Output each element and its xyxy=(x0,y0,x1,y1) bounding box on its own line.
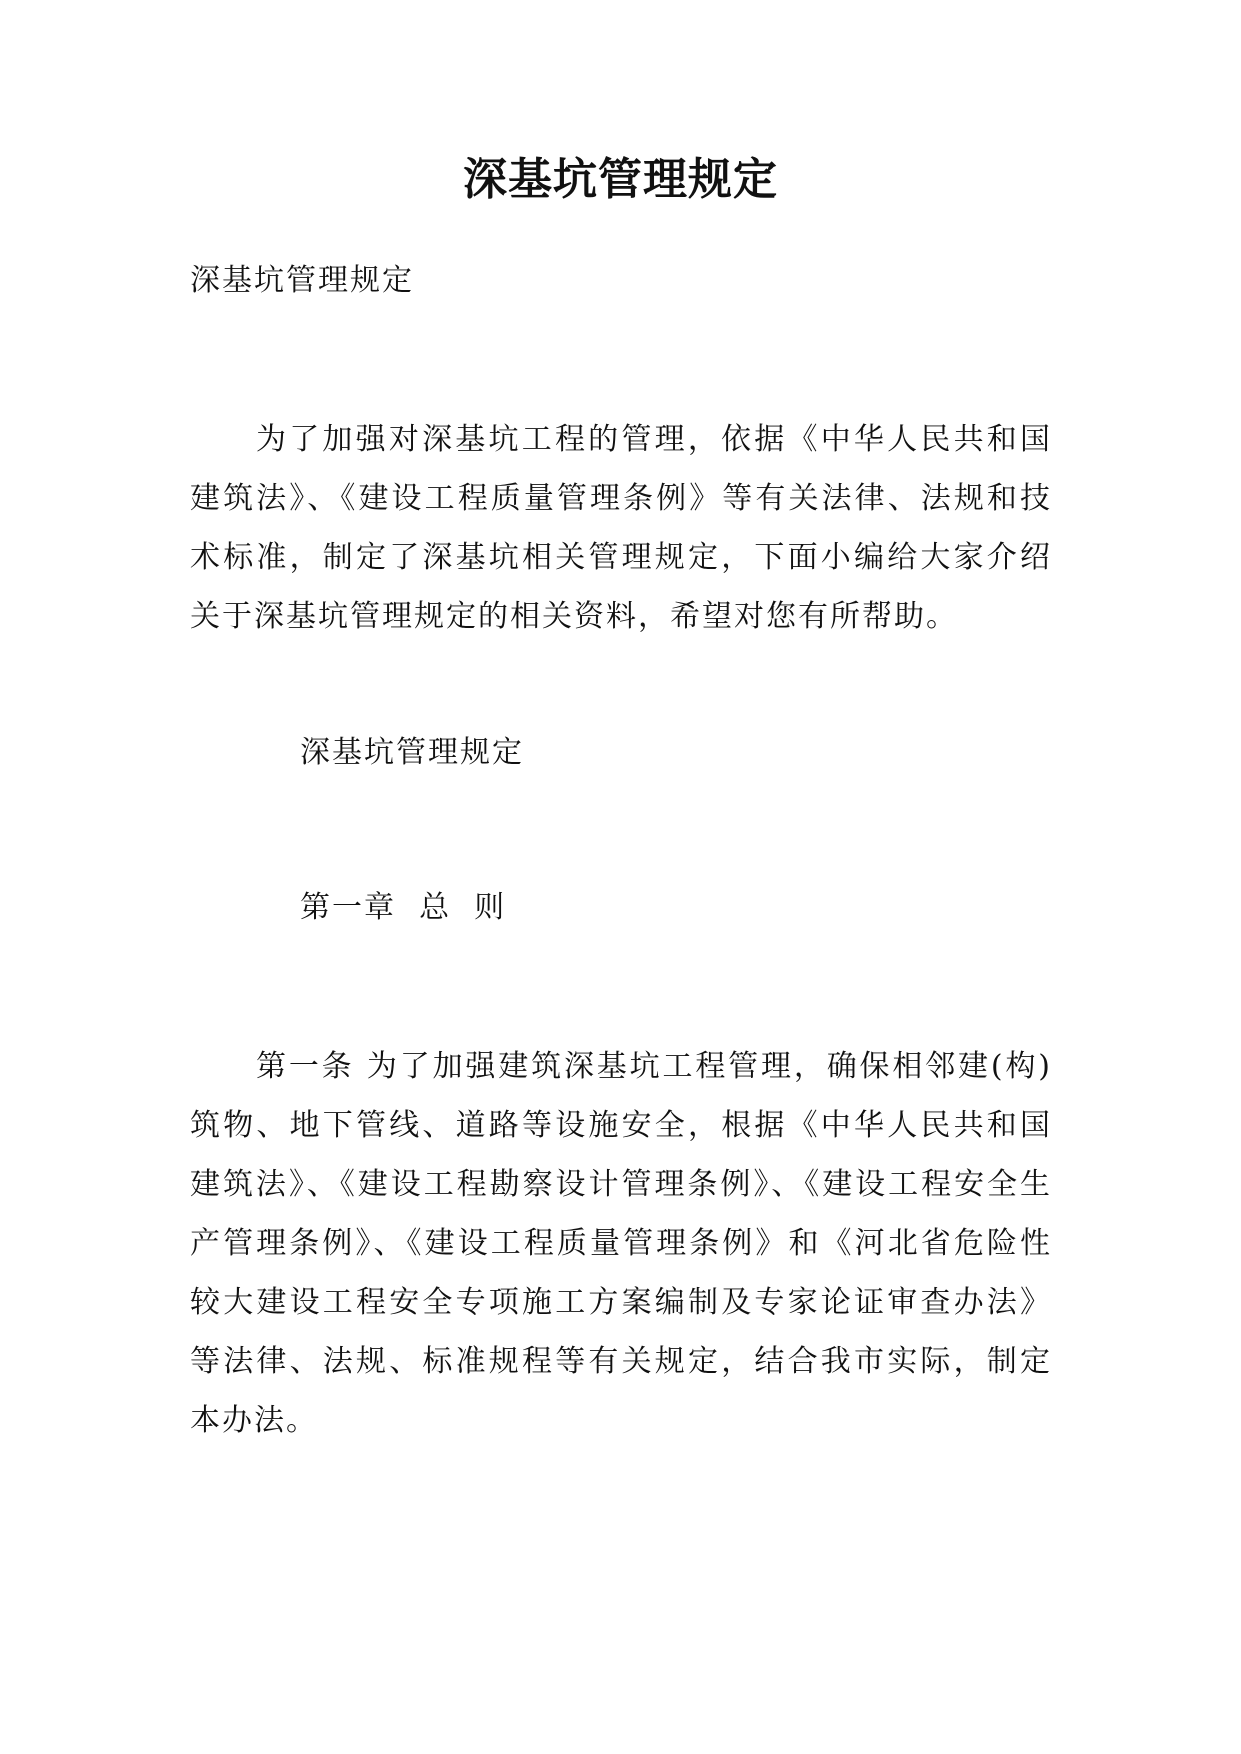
chapter-heading: 第一章 总 则 xyxy=(300,890,507,925)
section-heading: 深基坑管理规定 xyxy=(300,735,524,770)
document-title: 深基坑管理规定 xyxy=(463,154,778,205)
intro-paragraph: 为了加强对深基坑工程的管理，依据《中华人民共和国建筑法》、《建设工程质量管理条例》等有关法律、法规和技术标准，制定了深基坑相关管理规定，下面小编给大家介绍关于深基坑管理规定的相关资料，希望对您有所帮助。 xyxy=(190,422,1052,634)
article-1-paragraph: 第一条 为了加强建筑深基坑工程管理，确保相邻建(构)筑物、地下管线、道路等设施安全，根据《中华人民共和国建筑法》、《建设工程勘察设计管理条例》、《建设工程安全生产管理条例》、《建设工程质量管理条例》和《河北省危险性较大建设工程安全专项施工方案编制及专家论证审查办法》等法律、法规、标准规程等有关规定，结合我市实际，制定本办法。 xyxy=(190,1049,1052,1438)
subtitle-text: 深基坑管理规定 xyxy=(190,263,414,298)
